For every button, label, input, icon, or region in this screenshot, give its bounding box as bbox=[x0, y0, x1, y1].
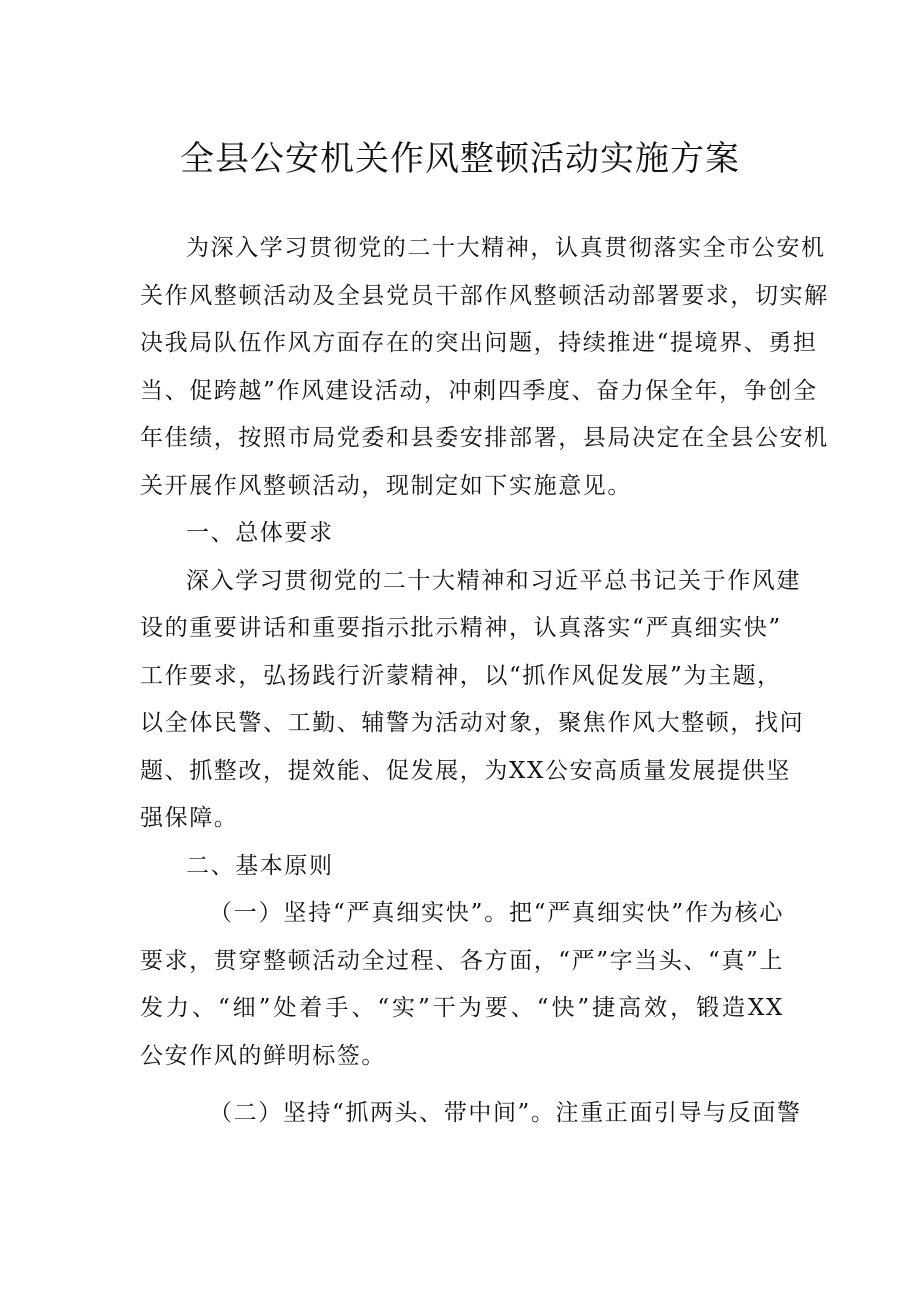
paragraph-line: 要求，贯穿整顿活动全过程、各方面，“严”字当头、“真”上 bbox=[140, 947, 784, 974]
paragraph-line: （二）坚持“抓两头、带中间”。注重正面引导与反面警 bbox=[209, 1100, 802, 1126]
paragraph-line: 强保障。 bbox=[140, 805, 239, 831]
document-body bbox=[140, 225, 829, 1138]
paragraph-line: 关作风整顿活动及全县党员干部作风整顿活动部署要求，切实解 bbox=[140, 282, 829, 309]
paragraph-line: 决我局队伍作风方面存在的突出问题，持续推进“提境界、勇担 bbox=[140, 330, 818, 356]
paragraph-line: 设的重要讲话和重要指示批示精神，认真落实“严真细实快” bbox=[140, 615, 782, 641]
paragraph-gap bbox=[140, 1080, 784, 1090]
section-heading: 二、基本原则 bbox=[186, 852, 334, 879]
document-title: 全县公安机关作风整顿活动实施方案 bbox=[180, 139, 740, 179]
paragraph-line: 公安作风的鲜明标签。 bbox=[140, 1042, 386, 1069]
paragraph-line: 题、抓整改，提效能、促发展，为XX公安高质量发展提供坚 bbox=[140, 757, 791, 784]
paragraph-line: 为深入学习贯彻党的二十大精神，认真贯彻落实全市公安机 bbox=[186, 235, 826, 261]
paragraph-line: 工作要求，弘扬践行沂蒙精神，以“抓作风促发展”为主题， bbox=[140, 662, 782, 689]
section-heading: 一、总体要求 bbox=[186, 520, 334, 546]
paragraph-line: 年佳绩，按照市局党委和县委安排部署，县局决定在全县公安机 bbox=[140, 425, 829, 451]
paragraph-line: 深入学习贯彻党的二十大精神和习近平总书记关于作风建 bbox=[186, 567, 801, 594]
paragraph-line: 当、促跨越”作风建设活动，冲刺四季度、奋力保全年，争创全 bbox=[140, 377, 818, 404]
paragraph-line: 关开展作风整顿活动，现制定如下实施意见。 bbox=[140, 472, 632, 499]
paragraph-line: （一）坚持“严真细实快”。把“严真细实快”作为核心 bbox=[209, 900, 784, 926]
paragraph-line: 以全体民警、工勤、辅警为活动对象，聚焦作风大整顿，找问 bbox=[140, 710, 805, 736]
paragraph-line: 发力、“细”处着手、“实”干为要、“快”捷高效，锻造XX bbox=[140, 995, 784, 1021]
